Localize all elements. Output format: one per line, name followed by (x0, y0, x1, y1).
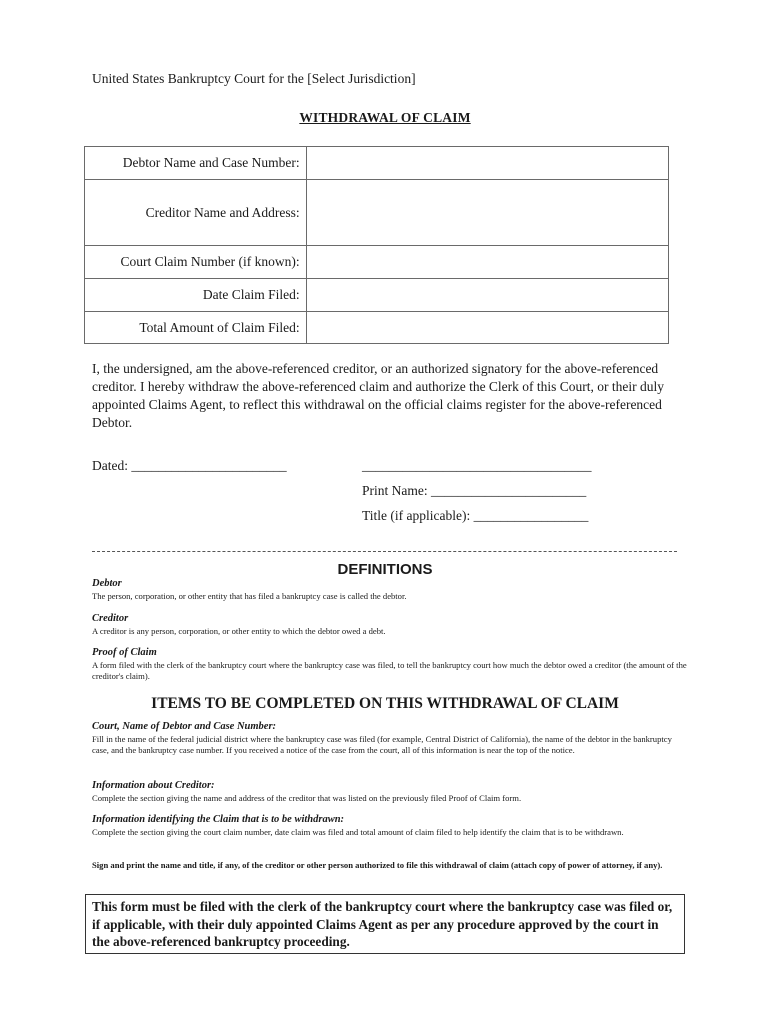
definitions-heading: DEFINITIONS (337, 561, 433, 578)
table-row (85, 180, 669, 246)
court-claim-number-field[interactable] (306, 246, 668, 279)
table-row (85, 312, 669, 344)
creditor-name-label: Creditor Name and Address: (85, 180, 307, 246)
items-heading: ITEMS TO BE COMPLETED ON THIS WITHDRAWAL OF CLAIM (151, 695, 619, 712)
table-row (85, 279, 669, 312)
debtor-name-label: Debtor Name and Case Number: (85, 147, 307, 180)
filing-notice-box: This form must be filed with the clerk of the bankruptcy court where the bankruptcy case was filed or, if applicable, with their duly appointed Claims Agent as per any procedure approved by the court in the above-referenced bankruptcy proceeding. (85, 894, 685, 954)
table-row (85, 147, 669, 180)
table-row (85, 246, 669, 279)
claim-info-table (84, 146, 669, 344)
debtor-name-field[interactable] (306, 147, 668, 180)
print-name-line[interactable]: Print Name: _______________________ (362, 483, 587, 498)
form-title-text: WITHDRAWAL OF CLAIM (299, 110, 471, 125)
section-divider (92, 551, 677, 552)
definition-text-proof-of-claim: A form filed with the clerk of the bankruptcy court where the bankruptcy case was filed, to tell the bankruptcy court how much the debtor owed a creditor (the amount of the creditor's claim). (92, 660, 687, 682)
date-claim-filed-label: Date Claim Filed: (85, 279, 307, 312)
sign-instruction: Sign and print the name and title, if any, of the creditor or other person authorized to file this withdrawal of claim (attach copy of power of attorney, if any). (92, 860, 663, 870)
item-term-creditor-info: Information about Creditor: (92, 780, 215, 791)
creditor-name-field[interactable] (306, 180, 668, 246)
item-text-claim-id: Complete the section giving the court claim number, date claim was filed and total amount of claim filed to help identify the claim that is to be withdrawn. (92, 827, 624, 837)
definition-text-debtor: The person, corporation, or other entity that has filed a bankruptcy case is called the debtor. (92, 591, 407, 601)
item-term-claim-id: Information identifying the Claim that is to be withdrawn: (92, 814, 345, 825)
total-amount-label: Total Amount of Claim Filed: (85, 312, 307, 344)
form-title (0, 110, 770, 126)
withdrawal-statement: I, the undersigned, am the above-referenced creditor, or an authorized signatory for the above-referenced creditor. I hereby withdraw the above-referenced claim and authorize the Clerk of this Court, or their duly appointed Claims Agent, to reflect this withdrawal on the official claims register for the above-referenced Debtor. (92, 361, 665, 430)
item-term-court: Court, Name of Debtor and Case Number: (92, 721, 277, 732)
definition-term-creditor: Creditor (92, 613, 129, 624)
signature-line[interactable]: __________________________________ (362, 458, 592, 473)
item-text-creditor-info: Complete the section giving the name and address of the creditor that was listed on the previously filed Proof of Claim form. (92, 793, 522, 803)
dated-line[interactable]: Dated: _______________________ (92, 458, 287, 473)
date-claim-filed-field[interactable] (306, 279, 668, 312)
court-jurisdiction-line: United States Bankruptcy Court for the [Select Jurisdiction] (92, 71, 416, 86)
total-amount-field[interactable] (306, 312, 668, 344)
court-claim-number-label: Court Claim Number (if known): (85, 246, 307, 279)
definition-term-debtor: Debtor (92, 578, 122, 589)
item-text-court: Fill in the name of the federal judicial district where the bankruptcy case was filed (for example, Central District of California), the name of the debtor in the bankruptcy case, and the bankruptcy case number. If you received a notice of the case from the court, all of this information is near the top of the notice. (92, 734, 672, 756)
definition-text-creditor: A creditor is any person, corporation, or other entity to which the debtor owed a debt. (92, 626, 386, 636)
title-line[interactable]: Title (if applicable): _________________ (362, 508, 589, 523)
definition-term-proof-of-claim: Proof of Claim (92, 647, 157, 658)
